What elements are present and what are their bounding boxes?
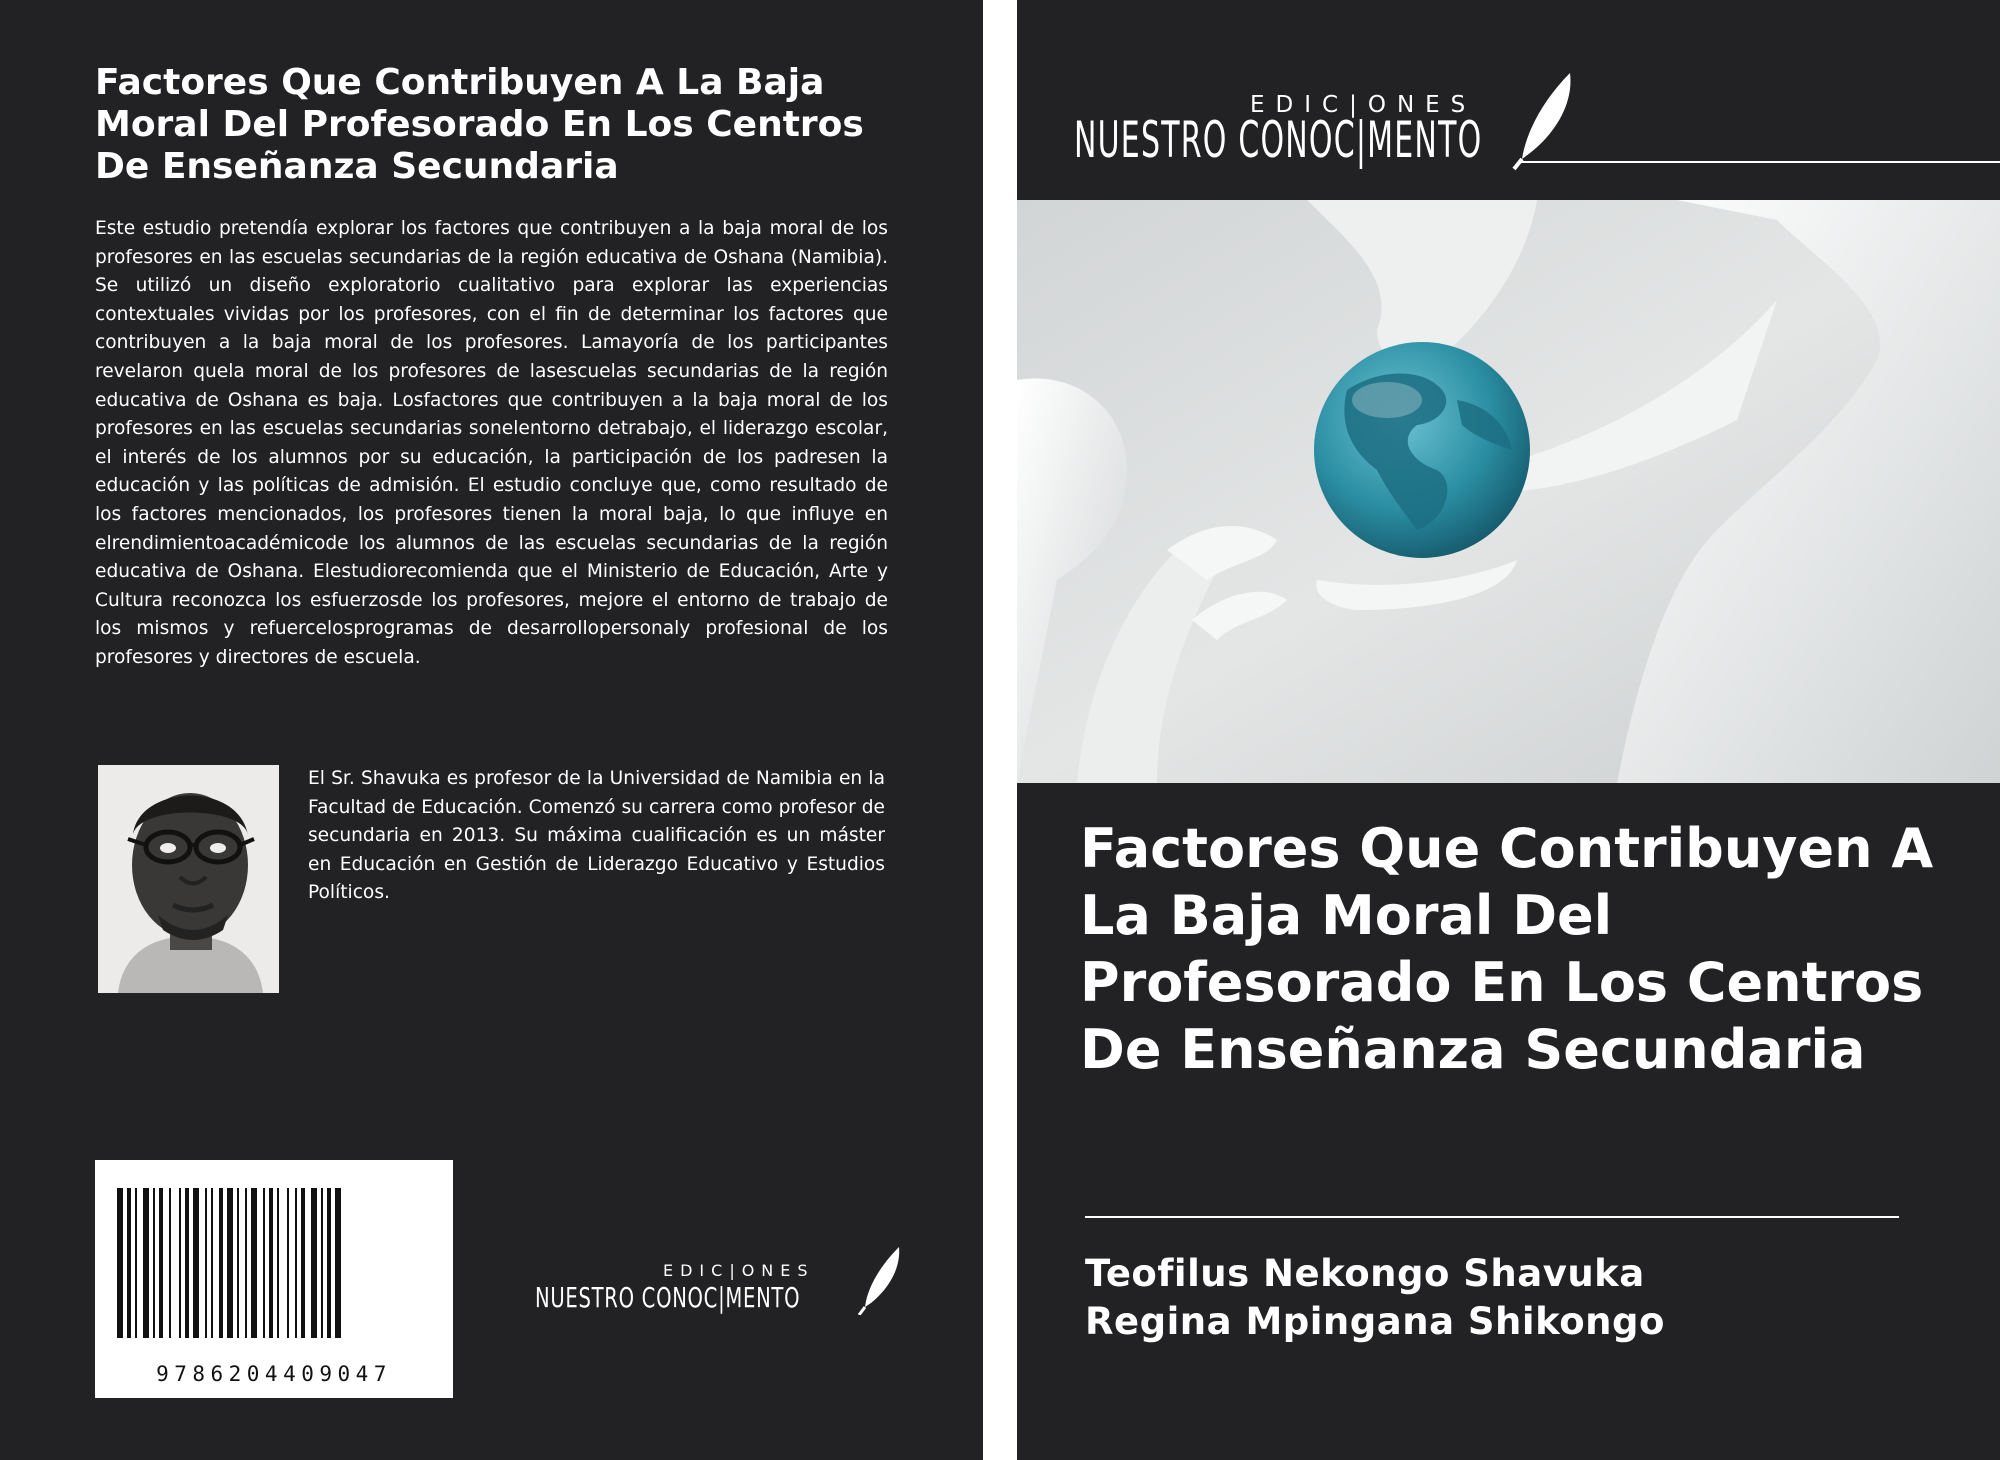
back-cover-summary: Este estudio pretendía explorar los factores que contribuyen a la baja moral de los profesores en las escuelas secundarias de la región educativa de Oshana (Namibia). Se utilizó un diseño exploratorio cualitativo para explorar las experiencias contextuales vividas por los profesores, con el fin de determinar los factores que contribuyen a la baja moral de los profesores. Lamayoría de los participantes revelaron quela moral de los profesores de lasescuelas secundarias de la región educativa de Oshana es baja. Losfactores que contribuyen a la baja moral de los profesores en las escuelas secundarias sonelentorno detrabajo, el liderazgo escolar, el interés de los alumnos por su educación, la participación de los padresen la educación y las políticas de admisión. El estudio concluye que, como resultado de los factores mencionados, los profesores tienen la moral baja, lo que influye en elrendimientoacadémicode los alumnos de las escuelas secundarias de la región educativa de Oshana. Elestudiorecomienda que el Ministerio de Educación, Arte y Cultura reconozca los esfuerzosde los profesores, mejore el entorno de trabajo de los mismos y refuercelosprogramas de desarrollopersonaly profesional de los profesores y directores de escuela. — [95, 218, 888, 668]
barcode-bar — [193, 1188, 199, 1338]
logo-underline — [1520, 161, 2000, 163]
cover-illustration — [1017, 200, 2000, 783]
publisher-logo-bottom: NUESTRO CONOC|MENTO — [535, 1281, 801, 1314]
barcode-bar — [143, 1188, 149, 1338]
publisher-logo-top: EDIC|ONES — [663, 1261, 815, 1280]
barcode-bar — [301, 1188, 305, 1338]
author-name-2: Regina Mpingana Shikongo — [1085, 1300, 1665, 1343]
barcode — [95, 1160, 453, 1398]
barcode-bar — [153, 1188, 155, 1338]
barcode-bar — [311, 1188, 317, 1338]
barcode-bar — [185, 1188, 189, 1338]
author-name-1: Teofilus Nekongo Shavuka — [1085, 1252, 1645, 1295]
barcode-bar — [117, 1188, 123, 1338]
barcode-bar — [135, 1188, 137, 1338]
barcode-bar — [169, 1188, 171, 1338]
barcode-bar — [179, 1188, 181, 1338]
publisher-logo-top: EDIC|ONES — [1250, 92, 1477, 118]
publisher-logo-bottom: NUESTRO CONOC|MENTO — [1074, 111, 1483, 169]
author-photo — [98, 765, 279, 993]
publisher-logo-back — [535, 1245, 905, 1320]
barcode-bar — [159, 1188, 163, 1338]
barcode-bar — [219, 1188, 223, 1338]
isbn-digits: 9786204409047 — [156, 1362, 392, 1386]
title-divider — [1085, 1216, 1899, 1218]
barcode-bar — [335, 1188, 341, 1338]
barcode-bar — [205, 1188, 207, 1338]
barcode-bar — [227, 1188, 233, 1338]
publisher-logo-front — [1060, 65, 2000, 175]
barcode-bar — [277, 1188, 279, 1338]
barcode-bar — [263, 1188, 265, 1338]
barcode-bar — [237, 1188, 239, 1338]
barcode-bar — [295, 1188, 297, 1338]
barcode-bar — [211, 1188, 213, 1338]
barcode-bar — [321, 1188, 323, 1338]
pen-nib-icon — [1508, 71, 1578, 171]
barcode-bar — [245, 1188, 247, 1338]
author-bio: El Sr. Shavuka es profesor de la Universidad de Namibia en la Facultad de Educación. Comenzó su carrera como profesor de secundaria en 2013. Su máxima cualificación es un máster en Educación en Gestión de Liderazgo Educativo y Estudios Políticos. — [308, 768, 885, 904]
barcode-bar — [127, 1188, 131, 1338]
barcode-bar — [269, 1188, 273, 1338]
back-cover-title: Factores Que Contribuyen A La Baja Moral Del Profesorado En Los Centros De Enseñanza Secundaria — [95, 62, 864, 187]
barcode-bar — [251, 1188, 257, 1338]
barcode-bar — [327, 1188, 331, 1338]
front-cover-title: Factores Que Contribuyen A La Baja Moral Del Profesorado En Los Centros De Enseñanza Secundaria — [1080, 817, 1934, 1081]
pen-nib-icon — [855, 1245, 905, 1315]
barcode-bar — [287, 1188, 289, 1338]
